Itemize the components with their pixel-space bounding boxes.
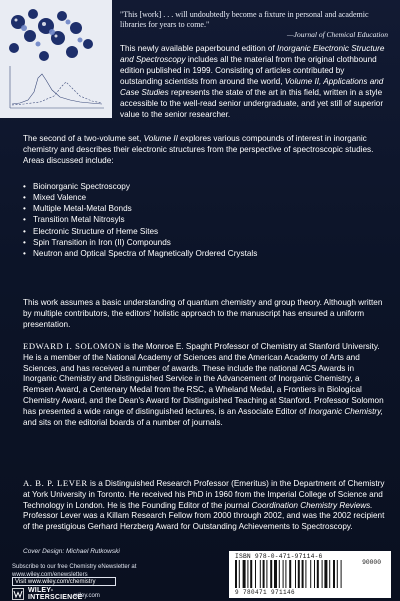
prerequisites-paragraph: This work assumes a basic understanding of quantum chemistry and group theory. Although written by multiple contributors, the editors' holistic approach to the manuscript has ensured a uniform presentation.: [23, 298, 383, 329]
author-bio-lever: A. B. P. LEVER is a Distinguished Research Professor (Emeritus) in the Department of Chemistry at York University in Toronto. He received his PhD in 1960 from the Imperial College of Science and Technology in London. He is the Founding Editor of the journal Coordination Chemistry Reviews. Professor Lever was a Killam Research Fellow from 2000 through 2002, and was the 2002 recipient of the prestigious Gerhard Herzberg Award for Outstanding Achievements to Spectroscopy.: [23, 478, 385, 532]
list-item: • Mixed Valence: [23, 192, 383, 203]
list-item: • Multiple Metal-Metal Bonds: [23, 203, 383, 214]
review-quote: "This [work] . . . will undoubtedly become a fixture in personal and academic libraries for years to come.": [120, 10, 369, 29]
barcode-icon: [235, 560, 385, 589]
barcode-number: 9 780471 971146: [235, 589, 296, 596]
book-title: Inorganic Electronic Structure and Spectroscopy: [120, 44, 385, 64]
cover-illustration: [0, 0, 112, 118]
author-bio-solomon: EDWARD I. SOLOMON is the Monroe E. Spaght Professor of Chemistry at Stanford University. He is a member of the National Academy of Sciences and the American Academy of Arts and Sciences, and has received a number of awards. These include the national ACS Awards in Inorganic Chemistry and Distinguished Service in the Advancement of Inorganic Chemistry, a Remsen Award, a Centenary Medal from the RSC, a Wheland Medal, a Frontiers in Biological Chemistry Award, and the Dean's Award for Distinguished Teaching at Stanford. Professor Solomon has presented a wide range of distinguished lectures, is an Associate Editor of Inorganic Chemistry, and sits on the editorial boards of a number of journals.: [23, 341, 384, 427]
publisher-name: WILEY- INTERSCIENCE: [28, 587, 83, 601]
author-name: A. B. P. LEVER: [23, 478, 88, 488]
list-item: • Neutron and Optical Spectra of Magnetically Ordered Crystals: [23, 248, 383, 259]
publisher-logo: [12, 588, 132, 600]
author-name: EDWARD I. SOLOMON: [23, 341, 122, 351]
topics-list: [23, 181, 383, 259]
list-item: • Electronic Structure of Heme Sites: [23, 226, 383, 237]
barcode-block: [229, 551, 391, 598]
visit-link[interactable]: Visit www.wiley.com/chemistry: [12, 577, 116, 586]
review-quote-source: —Journal of Chemical Education: [286, 30, 388, 39]
volume-title: Volume II, Applications and Case Studies: [120, 76, 384, 97]
intro-paragraph: This newly available paperbound edition of Inorganic Electronic Structure and Spectroscopy includes all the material from the original clothbound edition published in 1999. Consisting of articles contributed by outstanding scientists from around the world, Volume II, Applications and Case Studies represents the state of the art in this field, written in a style accessible to the well-read senior undergraduate, and yet still of superior value to the senior researcher.: [120, 44, 385, 119]
newsletter-note: Subscribe to our free Chemistry eNewsletter at www.wiley.com/enewsletters: [12, 564, 172, 580]
list-item: • Spin Transition in Iron (II) Compounds: [23, 237, 383, 248]
price-code: 90000: [362, 559, 381, 566]
list-item: • Bioinorganic Spectroscopy: [23, 181, 383, 192]
wiley-logo-icon: [12, 588, 24, 600]
molecule-illustration: [0, 0, 112, 118]
publisher-url[interactable]: wiley.com: [74, 593, 100, 599]
volume-description: The second of a two-volume set, Volume II explores various compounds of interest in inorganic chemistry and describes their electronic structures from the perspective of spectroscopic studies. Areas discussed include:: [23, 134, 374, 165]
cover-design-credit: Cover Design: Michael Rutkowski: [23, 548, 120, 555]
newsletter-link[interactable]: www.wiley.com/enewsletters: [12, 571, 88, 578]
isbn-text: ISBN 978-0-471-97114-6: [235, 553, 323, 560]
list-item: • Transition Metal Nitrosyls: [23, 214, 383, 225]
